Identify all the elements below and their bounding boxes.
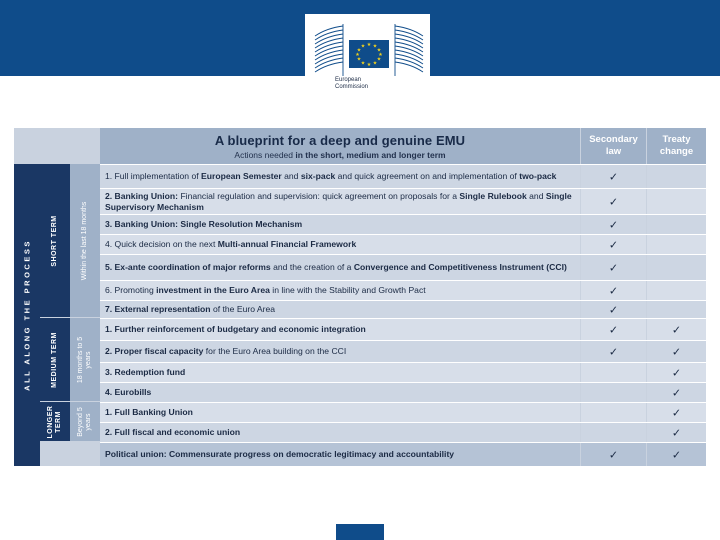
row-text-part: 3. Redemption fund: [105, 367, 186, 377]
secondary-law-cell: [581, 281, 646, 300]
treaty-change-cell: [647, 215, 706, 234]
secondary-law-cell: [581, 189, 646, 214]
longer-term-band: [40, 402, 70, 442]
row-action-text: [100, 255, 580, 280]
checkmark-icon: ✓: [671, 449, 682, 461]
row-action-label: [105, 191, 574, 213]
row-action-label: [105, 304, 275, 315]
table-row: [100, 300, 706, 318]
treaty-change-cell: [647, 165, 706, 188]
row-action-label: [105, 449, 454, 460]
checkmark-icon: ✓: [608, 262, 619, 274]
row-text-part: 2. Proper fiscal capacity: [105, 346, 204, 356]
svg-text:★: ★: [356, 56, 362, 63]
row-action-label: [105, 427, 240, 438]
longer-term-period-label: Beyond 5 years: [77, 406, 92, 437]
secondary-law-cell: [581, 255, 646, 280]
row-text-part: Single Rulebook: [459, 190, 527, 201]
row-text-part: 4. Eurobills: [105, 387, 152, 397]
row-action-label: [105, 367, 185, 378]
row-text-part: in line with the Stability and Growth Pact: [269, 285, 426, 295]
row-action-label: [105, 262, 567, 273]
table-row: [100, 214, 706, 234]
row-text-part: European Semester: [201, 171, 282, 181]
table-row: [100, 340, 706, 362]
header-treaty-change: Treaty change: [647, 128, 706, 164]
svg-text:★: ★: [366, 42, 372, 48]
table-row: [100, 164, 706, 188]
row-action-text: [100, 189, 580, 214]
table-row: [100, 442, 706, 466]
row-action-text: [100, 383, 580, 402]
row-text-part: 6. Promoting: [105, 285, 157, 295]
row-text-part: and: [281, 171, 301, 181]
row-action-text: [100, 235, 580, 254]
checkmark-icon: ✓: [671, 427, 682, 439]
table-row: [100, 188, 706, 214]
row-text-part: 4. Quick decision on the next: [105, 239, 218, 249]
row-text-part: six-pack: [300, 171, 336, 181]
treaty-change-cell: [647, 281, 706, 300]
row-action-text: [100, 341, 580, 362]
short-term-period: [70, 164, 100, 318]
berlaymont-building-icon: [313, 20, 425, 76]
row-text-part: 3. Banking Union: Single Resolution Mechanism: [105, 219, 303, 229]
checkmark-icon: ✓: [671, 407, 682, 419]
secondary-law-cell: [581, 443, 646, 466]
row-text-part: Multi-annual Financial Framework: [217, 239, 357, 249]
checkmark-icon: ✓: [608, 304, 619, 316]
row-text-part: 7. External representation: [105, 304, 211, 314]
longer-term-period: [70, 402, 100, 442]
table-row: [100, 402, 706, 422]
short-term-band: [40, 164, 70, 318]
longer-term-label: LONGER TERM: [47, 405, 62, 438]
medium-term-period: [70, 318, 100, 402]
row-action-label: [105, 239, 356, 250]
table-row: [100, 318, 706, 340]
logo-line2: Commission: [335, 84, 369, 90]
row-action-text: [100, 363, 580, 382]
medium-term-label: MEDIUM TERM: [51, 331, 58, 388]
checkmark-icon: ✓: [608, 324, 619, 336]
checkmark-icon: ✓: [671, 387, 682, 399]
european-commission-logo: [305, 14, 430, 100]
subtitle-plain: Actions needed: [234, 150, 294, 160]
checkmark-icon: ✓: [608, 239, 619, 251]
treaty-change-cell: [647, 319, 706, 340]
row-text-part: 1. Full Banking Union: [105, 407, 193, 417]
svg-text:★: ★: [366, 62, 372, 68]
row-text-part: Political union: Commensurate progress on democratic legitimacy and accountability: [105, 449, 455, 459]
treaty-change-cell: [647, 383, 706, 402]
checkmark-icon: ✓: [608, 449, 619, 461]
logo-line1: European: [335, 77, 362, 83]
treaty-change-cell: [647, 255, 706, 280]
secondary-law-cell: [581, 363, 646, 382]
row-text-part: 2. Full fiscal and economic union: [105, 427, 241, 437]
row-action-text: [100, 281, 580, 300]
row-text-part: of the Euro Area: [210, 304, 276, 314]
row-text-part: 1. Full implementation of: [105, 171, 202, 181]
row-action-label: [105, 387, 151, 398]
svg-text:★: ★: [376, 56, 382, 63]
secondary-law-cell: [581, 235, 646, 254]
row-action-label: [105, 219, 302, 230]
emu-blueprint-table: [14, 128, 706, 466]
short-term-label: SHORT TERM: [51, 214, 58, 267]
checkmark-icon: ✓: [608, 196, 619, 208]
secondary-law-cell: [581, 319, 646, 340]
row-text-part: Single Supervisory Mechanism: [105, 190, 572, 212]
secondary-law-cell: [581, 215, 646, 234]
svg-text:★: ★: [356, 47, 362, 54]
svg-text:★: ★: [360, 43, 366, 50]
svg-text:★: ★: [372, 60, 378, 67]
table-subtitle: [100, 150, 580, 160]
row-action-text: [100, 319, 580, 340]
row-text-part: 2. Banking Union:: [105, 190, 181, 201]
header-secondary-law: Secondary law: [581, 128, 646, 164]
secondary-law-cell: [581, 341, 646, 362]
checkmark-icon: ✓: [608, 346, 619, 358]
table-row: [100, 254, 706, 280]
row-text-part: Convergence and Competitiveness Instrument (CCI): [353, 262, 567, 272]
checkmark-icon: ✓: [608, 285, 619, 297]
row-action-label: [105, 324, 366, 335]
checkmark-icon: ✓: [671, 346, 682, 358]
table-title: A blueprint for a deep and genuine EMU: [214, 133, 466, 148]
row-text-part: and quick agreement on and implementation of: [335, 171, 520, 181]
svg-text:★: ★: [355, 52, 360, 58]
secondary-law-cell: [581, 301, 646, 318]
row-action-text: [100, 423, 580, 442]
row-action-text: [100, 215, 580, 234]
treaty-change-cell: [647, 189, 706, 214]
all-along-process-band: [14, 164, 40, 466]
table-row: [100, 234, 706, 254]
svg-text:★: ★: [378, 52, 383, 58]
row-action-text: [100, 403, 580, 422]
row-text-part: for the Euro Area building on the CCI: [203, 346, 347, 356]
svg-text:★: ★: [372, 43, 378, 50]
bottom-tab-marker: [336, 524, 384, 540]
svg-text:★: ★: [360, 60, 366, 67]
row-text-part: 5. Ex-ante coordination of major reforms: [105, 262, 271, 272]
row-action-text: [100, 301, 580, 318]
medium-term-band: [40, 318, 70, 402]
checkmark-icon: ✓: [608, 219, 619, 231]
subtitle-bold: in the short, medium and longer term: [295, 150, 446, 160]
logo-wordmark: [335, 77, 415, 91]
treaty-change-cell: [647, 301, 706, 318]
row-text-part: investment in the Euro Area: [156, 285, 270, 295]
table-row: [100, 362, 706, 382]
row-text-part: Financial regulation and supervision: quick agreement on proposals for a: [180, 190, 460, 201]
secondary-law-cell: [581, 383, 646, 402]
checkmark-icon: ✓: [608, 171, 619, 183]
checkmark-icon: ✓: [671, 324, 682, 336]
row-action-label: [105, 407, 193, 418]
table-row: [100, 382, 706, 402]
checkmark-icon: ✓: [671, 367, 682, 379]
row-action-label: [105, 285, 426, 296]
row-text-part: and the creation of a: [270, 262, 354, 272]
row-action-text: [100, 165, 580, 188]
treaty-change-cell: [647, 235, 706, 254]
treaty-change-cell: [647, 443, 706, 466]
table-row: [100, 422, 706, 442]
row-text-part: 1. Further reinforcement of budgetary and economic integration: [105, 324, 366, 334]
row-text-part: two-pack: [519, 171, 557, 181]
row-action-label: [105, 346, 346, 357]
medium-term-period-label: 18 months to 5 years: [77, 336, 92, 383]
table-title-cell: [100, 128, 580, 164]
treaty-change-cell: [647, 403, 706, 422]
secondary-law-cell: [581, 165, 646, 188]
treaty-change-cell: [647, 423, 706, 442]
all-along-label: ALL ALONG THE PROCESS: [22, 239, 32, 391]
table-row: [100, 280, 706, 300]
treaty-change-cell: [647, 363, 706, 382]
row-text-part: and: [526, 190, 546, 201]
treaty-change-cell: [647, 341, 706, 362]
svg-text:★: ★: [376, 47, 382, 54]
row-action-text: [100, 443, 580, 466]
row-action-label: [105, 171, 556, 182]
short-term-period-label: Within the last 18 months: [81, 201, 88, 280]
secondary-law-cell: [581, 423, 646, 442]
secondary-law-cell: [581, 403, 646, 422]
